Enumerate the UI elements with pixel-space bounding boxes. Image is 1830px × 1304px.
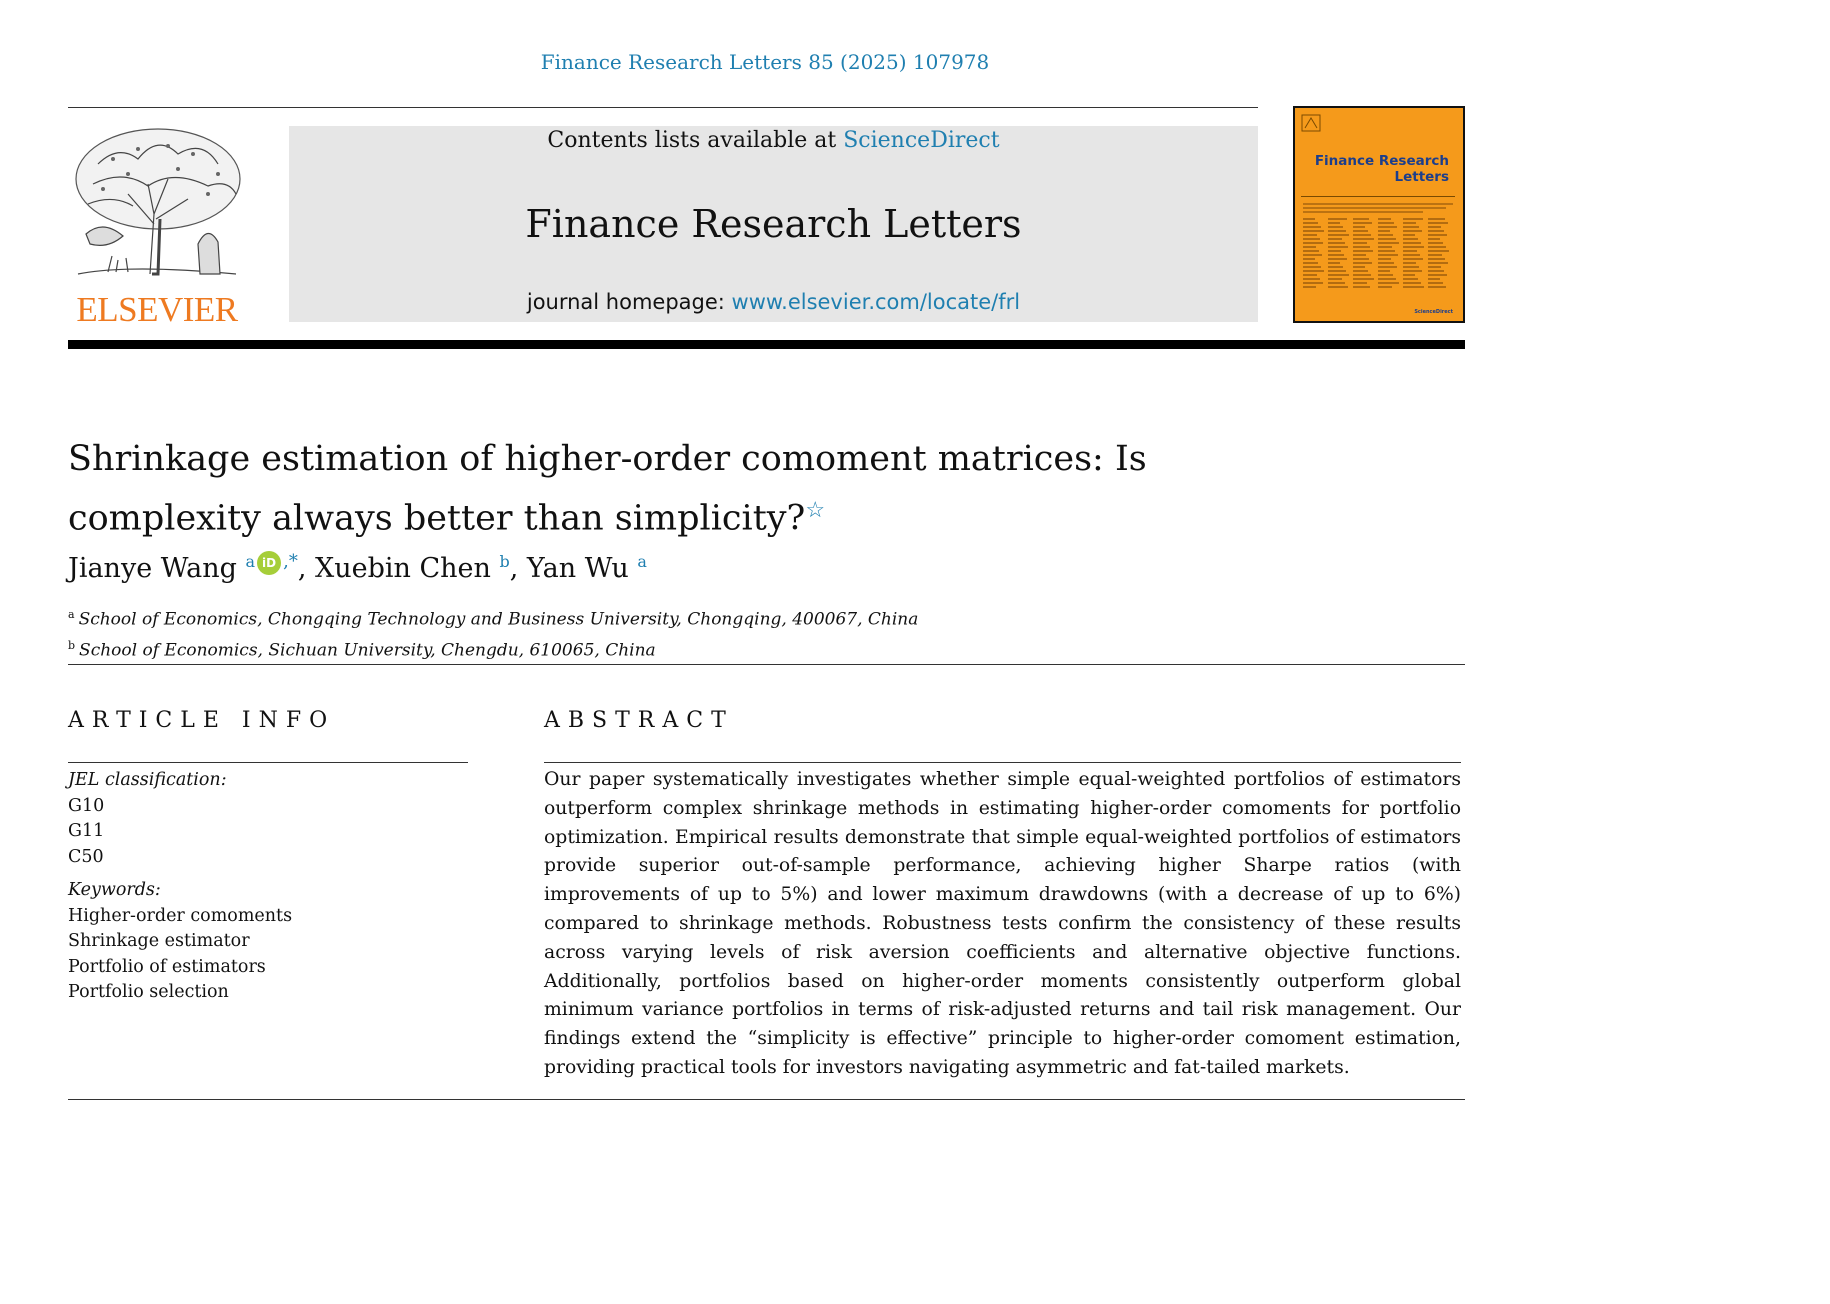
cover-text-line — [1403, 238, 1418, 240]
cover-text-line — [1428, 230, 1444, 232]
cover-text-line — [1328, 234, 1349, 236]
elsevier-tree-icon — [68, 124, 246, 284]
cover-text-line — [1378, 222, 1394, 224]
article-title — [68, 434, 1248, 545]
cover-text-line — [1328, 218, 1347, 220]
cover-text-line — [1378, 266, 1397, 268]
jel-label: JEL classification: — [68, 770, 227, 790]
cover-text-line — [1328, 282, 1345, 284]
author-affiliation-link[interactable]: a — [637, 552, 647, 571]
title-footnote-star-icon[interactable]: ☆ — [805, 498, 826, 523]
cover-text-line — [1303, 234, 1317, 236]
journal-citation[interactable]: Finance Research Letters 85 (2025) 107978 — [540, 50, 990, 74]
cover-elsevier-icon — [1301, 114, 1321, 132]
cover-text-line — [1303, 274, 1317, 276]
cover-title-line2: Letters — [1394, 169, 1449, 185]
sciencedirect-link[interactable]: ScienceDirect — [843, 128, 1000, 153]
keyword-item: Shrinkage estimator — [68, 931, 250, 951]
cover-text-line — [1353, 266, 1365, 268]
cover-text-line — [1353, 238, 1374, 240]
cover-text-line — [1328, 266, 1343, 268]
cover-text-line — [1403, 250, 1417, 252]
cover-text-line — [1328, 270, 1346, 272]
affiliation-text: School of Economics, Sichuan University, Chengdu, 610065, China — [79, 640, 656, 661]
cover-text-line — [1403, 282, 1421, 284]
jel-code: G10 — [68, 795, 105, 816]
article-title-line2: complexity always better than simplicity? — [68, 498, 806, 539]
cover-text-line — [1428, 222, 1448, 224]
cover-text-line — [1428, 242, 1443, 244]
affiliation-mark: b — [68, 638, 76, 652]
cover-text-line — [1378, 250, 1395, 252]
cover-text-line — [1303, 242, 1323, 244]
cover-text-line — [1428, 270, 1444, 272]
affiliation-list — [68, 602, 1068, 663]
cover-title — [1315, 153, 1449, 185]
author-name: Yan Wu — [526, 553, 629, 584]
cover-text-line — [1353, 222, 1372, 224]
cover-text-line — [1428, 238, 1440, 240]
cover-text-line — [1353, 226, 1365, 228]
contents-line — [289, 126, 1258, 156]
affiliation-text: School of Economics, Chongqing Technology and Business University, Chongqing, 400067, China — [78, 609, 919, 630]
cover-text-line — [1353, 278, 1374, 280]
cover-text-line — [1378, 278, 1396, 280]
cover-text-line — [1428, 286, 1446, 288]
cover-text-line — [1378, 230, 1390, 232]
cover-text-line — [1378, 274, 1393, 276]
cover-text-line — [1303, 262, 1318, 264]
cover-text-line — [1378, 218, 1391, 220]
keyword-item: Portfolio selection — [68, 982, 229, 1002]
cover-text-line — [1353, 234, 1371, 236]
journal-cover-thumbnail[interactable] — [1293, 106, 1465, 323]
cover-text-line — [1428, 282, 1443, 284]
cover-text-line — [1303, 222, 1318, 224]
cover-text-line — [1403, 218, 1423, 220]
cover-text-line — [1428, 234, 1447, 236]
cover-text-line — [1428, 274, 1447, 276]
cover-text-line — [1303, 286, 1316, 288]
cover-text-line — [1378, 226, 1397, 228]
journal-masthead — [289, 126, 1258, 322]
article-info-panel — [68, 768, 468, 1006]
cover-text-line — [1428, 218, 1445, 220]
abstract-heading: ABSTRACT — [544, 708, 734, 733]
cover-text-line — [1378, 242, 1399, 244]
cover-text-line — [1403, 270, 1422, 272]
cover-text-line — [1428, 266, 1441, 268]
corresponding-author-link[interactable]: * — [288, 551, 298, 572]
cover-text-line — [1328, 278, 1342, 280]
cover-text-line — [1403, 266, 1419, 268]
cover-text-line — [1303, 278, 1320, 280]
author-name: Jianye Wang — [68, 553, 237, 584]
author-affiliation-link[interactable]: a — [245, 552, 256, 571]
keywords-label: Keywords: — [68, 880, 161, 900]
cover-text-line — [1353, 250, 1373, 252]
cover-title-line1: Finance Research — [1314, 153, 1449, 169]
cover-text-line — [1303, 266, 1321, 268]
cover-text-line — [1353, 218, 1369, 220]
orcid-icon[interactable]: iD — [257, 551, 281, 575]
cover-text-line — [1403, 286, 1424, 288]
cover-text-line — [1328, 230, 1346, 232]
header-rule — [68, 107, 1258, 108]
cover-text-line — [1353, 274, 1371, 276]
cover-text-line — [1303, 238, 1320, 240]
cover-text-line — [1428, 262, 1448, 264]
affiliation-item — [68, 633, 1068, 664]
abstract-text: Our paper systematically investigates whether simple equal-weighted portfolios of estimators outperform complex shrinkage methods in estimating higher-order comoments for portfolio optimization. Empirical results demonstrate that simple equal-weighted portfolios of estimators provide superior out-of-sample performance, achieving higher Sharpe ratios (with improvements of up to 5%) and lower maximum drawdowns (with a decrease of up to 6%) compared to shrinkage methods. Robustness tests confirm the consistency of these results across varying levels of risk aversion coefficients and alternative objective functions. Additionally, portfolios based on higher-order moments consistently outperform global minimum variance portfolios in terms of risk-adjusted returns and tail risk management. Our findings extend the “simplicity is effective” principle to higher-order comoment estimation, providing practical tools for investors navigating asymmetric and fat-tailed markets. — [544, 769, 1461, 1078]
cover-text-line — [1303, 254, 1322, 256]
cover-text-line — [1403, 262, 1416, 264]
cover-text-line — [1353, 230, 1368, 232]
cover-text-line — [1328, 242, 1345, 244]
cover-text-line — [1328, 226, 1343, 228]
cover-text-line — [1378, 286, 1392, 288]
author-affiliation-link[interactable]: b — [499, 552, 510, 571]
cover-text-line — [1403, 254, 1420, 256]
cover-text-line — [1303, 258, 1315, 260]
keyword-item: Portfolio of estimators — [68, 956, 266, 977]
cover-text-line — [1328, 274, 1349, 276]
cover-text-line — [1378, 262, 1394, 264]
elsevier-logo[interactable] — [68, 124, 246, 329]
cover-text-line — [1328, 286, 1348, 288]
cover-text-line — [1303, 246, 1316, 248]
abstract-rule — [544, 762, 1461, 763]
cover-text-line — [1378, 246, 1392, 248]
masthead-thick-rule — [68, 340, 1465, 349]
cover-text-line — [1403, 274, 1415, 276]
cover-text-line — [1403, 222, 1416, 224]
cover-text-line — [1328, 250, 1341, 252]
journal-homepage-link[interactable]: www.elsevier.com/locate/frl — [731, 290, 1021, 314]
cover-text-line — [1403, 226, 1419, 228]
author-name: Xuebin Chen — [314, 553, 491, 584]
cover-text-line — [1403, 258, 1423, 260]
cover-text-line — [1428, 258, 1445, 260]
cover-text-line — [1428, 254, 1442, 256]
cover-text-line — [1353, 246, 1370, 248]
cover-text-line — [1428, 278, 1440, 280]
cover-editorial-board — [1303, 218, 1453, 293]
cover-text-line — [1353, 254, 1366, 256]
cover-text-line — [1378, 254, 1398, 256]
cover-text-line — [1303, 282, 1323, 284]
cover-text-line — [1428, 250, 1449, 252]
cover-text-line — [1378, 238, 1396, 240]
journal-title: Finance Research Letters — [525, 202, 1022, 246]
cover-text-line — [1303, 218, 1315, 220]
affiliation-item — [68, 602, 1068, 633]
cover-text-line — [1403, 246, 1424, 248]
cover-text-line — [1303, 230, 1324, 232]
jel-code: C50 — [68, 846, 104, 867]
homepage-line — [289, 290, 1258, 314]
cover-footer: ScienceDirect — [1414, 309, 1453, 315]
cover-text-line — [1378, 282, 1399, 284]
elsevier-wordmark: ELSEVIER — [76, 290, 238, 329]
cover-text-line — [1353, 258, 1369, 260]
article-info-rule — [68, 762, 468, 763]
cover-text-line — [1353, 262, 1372, 264]
cover-text-line — [1428, 226, 1441, 228]
cover-text-line — [1303, 250, 1319, 252]
footer-rule — [68, 1099, 1465, 1100]
homepage-prefix: journal homepage: — [526, 290, 732, 314]
cover-text-line — [1403, 230, 1422, 232]
jel-code: G11 — [68, 821, 105, 841]
cover-text-line — [1353, 242, 1367, 244]
cover-divider — [1301, 196, 1455, 197]
affiliation-mark: a — [68, 608, 75, 621]
cover-text-line — [1403, 242, 1421, 244]
cover-text-block — [1303, 203, 1453, 215]
cover-text-line — [1328, 262, 1340, 264]
section-rule — [68, 664, 1465, 665]
cover-text-line — [1328, 246, 1348, 248]
cover-text-line — [1428, 246, 1446, 248]
cover-text-line — [1353, 282, 1367, 284]
article-info-heading: ARTICLE INFO — [68, 708, 336, 733]
article-title-line1: Shrinkage estimation of higher-order comoment matrices: Is — [68, 439, 1147, 479]
cover-text-line — [1403, 278, 1418, 280]
cover-text-line — [1378, 270, 1390, 272]
cover-text-line — [1328, 222, 1340, 224]
cover-text-line — [1353, 270, 1368, 272]
contents-prefix: Contents lists available at — [547, 128, 844, 153]
author-list: Jianye Wang $^a$ iD ,*, Xuebin Chen $^b$, Yan Wu $^a$ — [68, 551, 647, 584]
cover-text-line — [1328, 258, 1347, 260]
cover-text-line — [1403, 234, 1415, 236]
cover-text-line — [1353, 286, 1370, 288]
cover-text-line — [1303, 270, 1324, 272]
cover-text-line — [1328, 238, 1342, 240]
cover-text-line — [1378, 234, 1393, 236]
cover-text-line — [1378, 258, 1391, 260]
cover-text-line — [1303, 226, 1321, 228]
keyword-item: Higher-order comoments — [68, 905, 293, 926]
cover-text-line — [1328, 254, 1344, 256]
